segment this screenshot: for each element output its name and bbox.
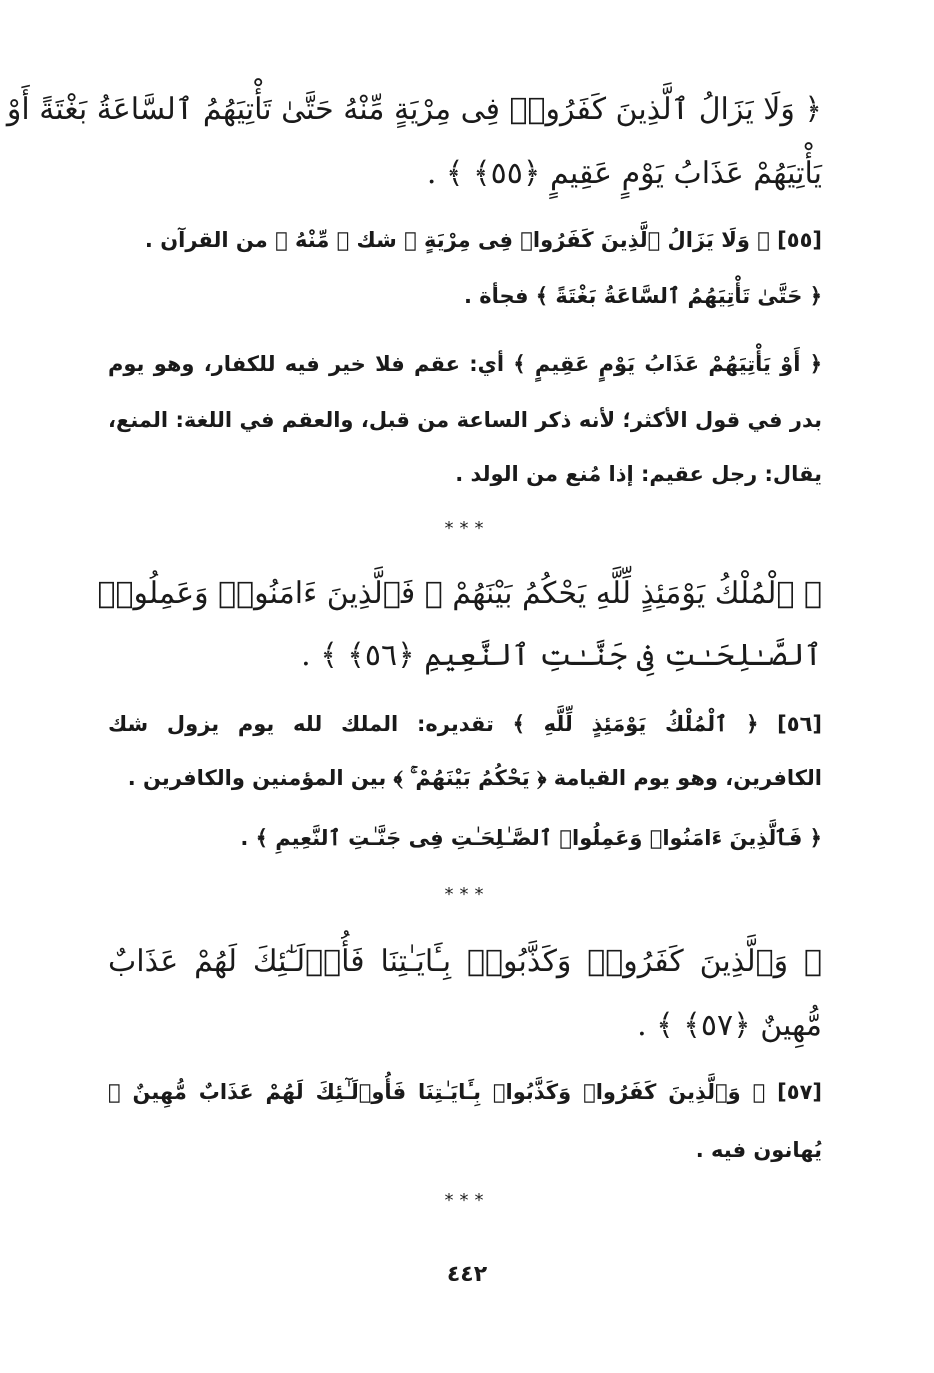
verse-57-line-1: ﴿ وَٱلَّذِينَ كَفَرُوا۟ وَكَذَّبُوا۟ بِـَٔايَـٰتِنَا فَأُو۟لَـٰٓئِكَ لَهُمْ عَذَابٌ (108, 944, 822, 979)
verse-55-line-2: يَأْتِيَهُمْ عَذَابُ يَوْمٍ عَقِيمٍ ﴿٥٥﴾ ﴾ . (426, 156, 822, 191)
section-separator-1: *** (444, 518, 490, 539)
verse-55-line-1: ﴿ وَلَا يَزَالُ ٱلَّذِينَ كَفَرُوا۟ فِى مِرْيَةٍ مِّنْهُ حَتَّىٰ تَأْتِيَهُمُ ٱلسَّاعَةُ بَغْتَةً أَوْ (6, 92, 822, 127)
commentary-56-line-1: [٥٦] ﴿ ٱلْمُلْكُ يَوْمَئِذٍ لِّلَّهِ ﴾ تقديره: الملك لله يوم يزول شك (108, 712, 822, 736)
verse-56-line-1: ﴿ ٱلْمُلْكُ يَوْمَئِذٍ لِّلَّهِ يَحْكُمُ بَيْنَهُمْ ۚ فَٱلَّذِينَ ءَامَنُوا۟ وَعَمِلُوا۟ (97, 576, 822, 611)
section-separator-3: *** (444, 1190, 490, 1211)
page-number: ٤٤٢ (446, 1262, 488, 1287)
commentary-57-line-1: [٥٧] ﴿ وَٱلَّذِينَ كَفَرُوا۟ وَكَذَّبُوا۟ بِـَٔايَـٰتِنَا فَأُو۟لَـٰٓئِكَ لَهُمْ عَذَابٌ مُّهِينٌ ﴾ (108, 1080, 822, 1104)
commentary-55-line-2: ﴿ حَتَّىٰ تَأْتِيَهُمُ ٱلسَّاعَةُ بَغْتَةً ﴾ فجأة . (463, 284, 822, 308)
commentary-55-line-3: ﴿ أَوْ يَأْتِيَهُمْ عَذَابُ يَوْمٍ عَقِيمٍ ﴾ أي: عقم فلا خير فيه للكفار، وهو يوم (108, 352, 822, 376)
commentary-57-line-2: يُهانون فيه . (695, 1138, 822, 1162)
commentary-56-line-2: الكافرين، وهو يوم القيامة ﴿ يَحْكُمُ بَيْنَهُمْ ۚ ﴾ بين المؤمنين والكافرين . (127, 766, 822, 790)
commentary-55-line-5: يقال: رجل عقيم: إذا مُنع من الولد . (455, 462, 822, 486)
verse-56-line-2: ٱلصَّـٰلِحَـٰتِ فِى جَنَّـٰتِ ٱلنَّعِيمِ ﴿٥٦﴾ ﴾ . (301, 638, 822, 673)
commentary-55-line-4: بدر في قول الأكثر؛ لأنه ذكر الساعة من قبل، والعقم في اللغة: المنع، (108, 408, 822, 432)
verse-57-line-2: مُّهِينٌ ﴿٥٧﴾ ﴾ . (637, 1008, 822, 1043)
commentary-56-line-3: ﴿ فَٱلَّذِينَ ءَامَنُوا۟ وَعَمِلُوا۟ ٱلصَّـٰلِحَـٰتِ فِى جَنَّـٰتِ ٱلنَّعِيمِ ﴾ . (240, 826, 822, 850)
section-separator-2: *** (444, 884, 490, 905)
commentary-55-line-1: [٥٥] ﴿ وَلَا يَزَالُ ٱلَّذِينَ كَفَرُوا۟ فِى مِرْيَةٍ ﴾ شك ﴿ مِّنْهُ ﴾ من القرآن . (144, 228, 822, 252)
